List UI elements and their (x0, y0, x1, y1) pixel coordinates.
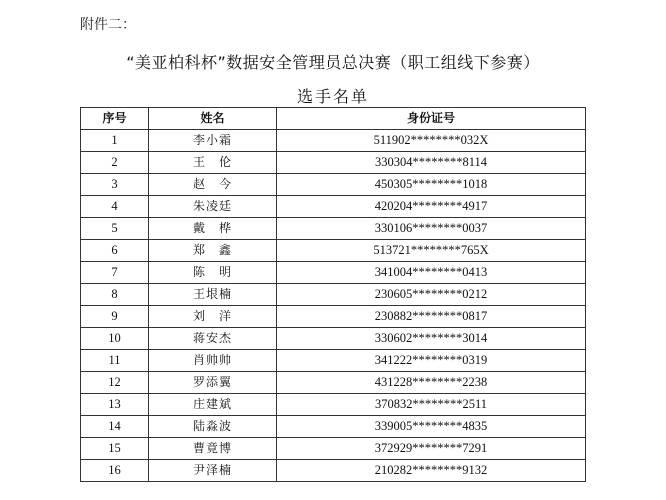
cell-id-number: 330304********8114 (277, 152, 586, 174)
table-row (81, 394, 586, 416)
cell-name: 李小霜 (149, 130, 277, 152)
table-row (81, 306, 586, 328)
cell-serial-number: 7 (81, 262, 149, 284)
table-row (81, 152, 586, 174)
cell-id-number: 372929********7291 (277, 438, 586, 460)
table-row (81, 240, 586, 262)
table-row (81, 372, 586, 394)
list-title: 选手名单 (296, 87, 369, 106)
cell-name: 赵 今 (149, 174, 277, 196)
attachment-label: 附件二： (80, 17, 136, 33)
cell-name: 朱凌廷 (149, 196, 277, 218)
cell-name: 王 伦 (149, 152, 277, 174)
table-row (81, 328, 586, 350)
cell-name: 刘 洋 (149, 306, 277, 328)
cell-name: 陈 明 (149, 262, 277, 284)
cell-name: 陆淼波 (149, 416, 277, 438)
table-body (81, 130, 586, 482)
cell-name: 肖帅帅 (149, 350, 277, 372)
cell-serial-number: 4 (81, 196, 149, 218)
cell-id-number: 513721********765X (277, 240, 586, 262)
cell-serial-number: 6 (81, 240, 149, 262)
cell-name: 郑 鑫 (149, 240, 277, 262)
cell-serial-number: 5 (81, 218, 149, 240)
cell-serial-number: 13 (81, 394, 149, 416)
cell-id-number: 450305********1018 (277, 174, 586, 196)
cell-serial-number: 12 (81, 372, 149, 394)
cell-id-number: 330106********0037 (277, 218, 586, 240)
table-row (81, 438, 586, 460)
cell-name: 庄建斌 (149, 394, 277, 416)
table-row (81, 284, 586, 306)
cell-id-number: 431228********2238 (277, 372, 586, 394)
cell-serial-number: 2 (81, 152, 149, 174)
cell-serial-number: 11 (81, 350, 149, 372)
cell-id-number: 420204********4917 (277, 196, 586, 218)
header-id-number: 身份证号 (277, 108, 586, 130)
cell-serial-number: 9 (81, 306, 149, 328)
table-row (81, 460, 586, 482)
cell-id-number: 230882********0817 (277, 306, 586, 328)
cell-serial-number: 16 (81, 460, 149, 482)
contestant-table (80, 107, 586, 482)
cell-name: 蒋安杰 (149, 328, 277, 350)
cell-id-number: 330602********3014 (277, 328, 586, 350)
cell-id-number: 339005********4835 (277, 416, 586, 438)
cell-name: 戴 桦 (149, 218, 277, 240)
cell-serial-number: 10 (81, 328, 149, 350)
cell-name: 曹竟博 (149, 438, 277, 460)
table-row (81, 218, 586, 240)
header-name: 姓名 (149, 108, 277, 130)
table-row (81, 130, 586, 152)
table-row (81, 416, 586, 438)
cell-name: 罗添翼 (149, 372, 277, 394)
cell-id-number: 210282********9132 (277, 460, 586, 482)
cell-serial-number: 14 (81, 416, 149, 438)
table-row (81, 262, 586, 284)
cell-id-number: 370832********2511 (277, 394, 586, 416)
table-header-row (81, 108, 586, 130)
header-serial-number: 序号 (81, 108, 149, 130)
table-row (81, 350, 586, 372)
cell-name: 尹泽楠 (149, 460, 277, 482)
cell-serial-number: 3 (81, 174, 149, 196)
cell-id-number: 230605********0212 (277, 284, 586, 306)
cell-id-number: 341004********0413 (277, 262, 586, 284)
table-row (81, 196, 586, 218)
cell-serial-number: 1 (81, 130, 149, 152)
cell-serial-number: 8 (81, 284, 149, 306)
cell-serial-number: 15 (81, 438, 149, 460)
cell-id-number: 341222********0319 (277, 350, 586, 372)
document-title: “美亚柏科杯”数据安全管理员总决赛（职工组线下参赛） (126, 53, 540, 72)
cell-name: 王垠楠 (149, 284, 277, 306)
table-row (81, 174, 586, 196)
cell-id-number: 511902********032X (277, 130, 586, 152)
